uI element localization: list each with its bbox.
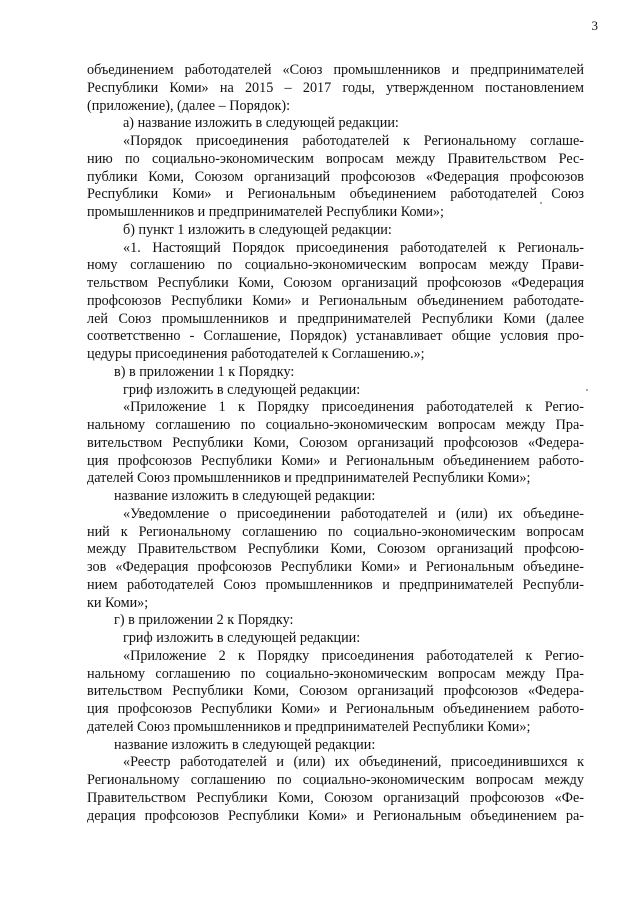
text-line: название изложить в следующей редакции: [114, 488, 376, 504]
text-line: публики Коми, Союзом организаций профсоюзов «Федерация профсоюзов [87, 168, 584, 185]
text-line: Региональному соглашению по социально-экономическим вопросам между [87, 772, 584, 788]
text-line: объединением работодателей «Союз промышленников и предпринимателей [87, 62, 584, 78]
text-line: нием работодателей Союз промышленников и предпринимателей Республи- [87, 576, 584, 593]
text-line: нию по социально-экономическим вопросам между Правительством Рес- [87, 150, 584, 167]
text-line: название изложить в следующей редакции: [114, 736, 376, 753]
page-number: 3 [591, 18, 598, 33]
text-line: нальному соглашению по социально-экономическим вопросам между Пра- [87, 417, 584, 433]
scan-speck [540, 202, 542, 204]
text-line: дателей Союз промышленников и предпринимателей Республики Коми»; [87, 718, 531, 735]
text-line: Правительством Республики Коми, Союзом организаций профсоюзов «Фе- [87, 789, 584, 806]
text-line: в) в приложении 1 к Порядку: [114, 363, 295, 380]
text-line: Республики Коми» на 2015 – 2017 годы, утвержденном постановлением [87, 79, 584, 96]
text-line: тельством Республики Коми, Союзом организаций профсоюзов «Федерация [87, 275, 584, 291]
scan-speck [586, 389, 588, 391]
text-line: б) пункт 1 изложить в следующей редакции: [123, 221, 392, 238]
text-line: «Реестр работодателей и (или) их объединений, присоединившихся к [123, 754, 584, 771]
text-line: (приложение), (далее – Порядок): [87, 97, 291, 114]
text-line: «1. Настоящий Порядок присоединения работодателей к Региональ- [123, 239, 584, 256]
text-line: дерация профсоюзов Республики Коми» и Региональным объединением ра- [87, 807, 584, 824]
text-line: ки Коми»; [87, 594, 149, 611]
text-line: нальному соглашению по социально-экономическим вопросам между Пра- [87, 665, 584, 682]
text-line: промышленников и предпринимателей Республики Коми»; [87, 204, 444, 220]
text-line: «Приложение 2 к Порядку присоединения работодателей к Регио- [123, 647, 584, 664]
text-line: гриф изложить в следующей редакции: [123, 630, 361, 646]
text-line: ний к Региональному соглашению по социально-экономическим вопросам [87, 523, 584, 540]
text-line: «Уведомление о присоединении работодателей и (или) их объедине- [123, 505, 584, 522]
text-line: ция профсоюзов Республики Коми» и Региональным объединением работо- [87, 701, 584, 717]
text-line: дателей Союз промышленников и предпринимателей Республики Коми»; [87, 470, 531, 487]
document-body [87, 62, 584, 825]
text-line: ция профсоюзов Республики Коми» и Региональным объединением работо- [87, 452, 584, 469]
text-line: Республики Коми» и Региональным объединением работодателей Союз [87, 186, 584, 203]
text-line: гриф изложить в следующей редакции: [123, 381, 361, 398]
text-line: зов «Федерация профсоюзов Республики Коми» и Региональным объедине- [87, 559, 584, 575]
text-line: «Приложение 1 к Порядку присоединения работодателей к Регио- [123, 399, 584, 416]
text-line: г) в приложении 2 к Порядку: [114, 612, 294, 629]
text-line: профсоюзов Республики Коми» и Региональным объединением работодате- [87, 292, 584, 309]
text-line: вительством Республики Коми, Союзом организаций профсоюзов «Федера- [87, 434, 584, 451]
text-line: лей Союз промышленников и предпринимателей Республики Коми (далее [87, 310, 584, 327]
text-line: вительством Республики Коми, Союзом организаций профсоюзов «Федера- [87, 683, 584, 700]
text-line: а) название изложить в следующей редакции: [123, 115, 399, 132]
text-line: между Правительством Республики Коми, Союзом организаций профсою- [87, 541, 584, 558]
text-line: цедуры присоединения работодателей к Соглашению.»; [87, 346, 425, 362]
text-line: соответственно - Соглашение, Порядок) устанавливает общие условия про- [87, 328, 584, 345]
text-line: «Порядок присоединения работодателей к Региональному соглаше- [123, 133, 584, 149]
text-line: ному соглашению по социально-экономическим вопросам между Прави- [87, 257, 584, 274]
